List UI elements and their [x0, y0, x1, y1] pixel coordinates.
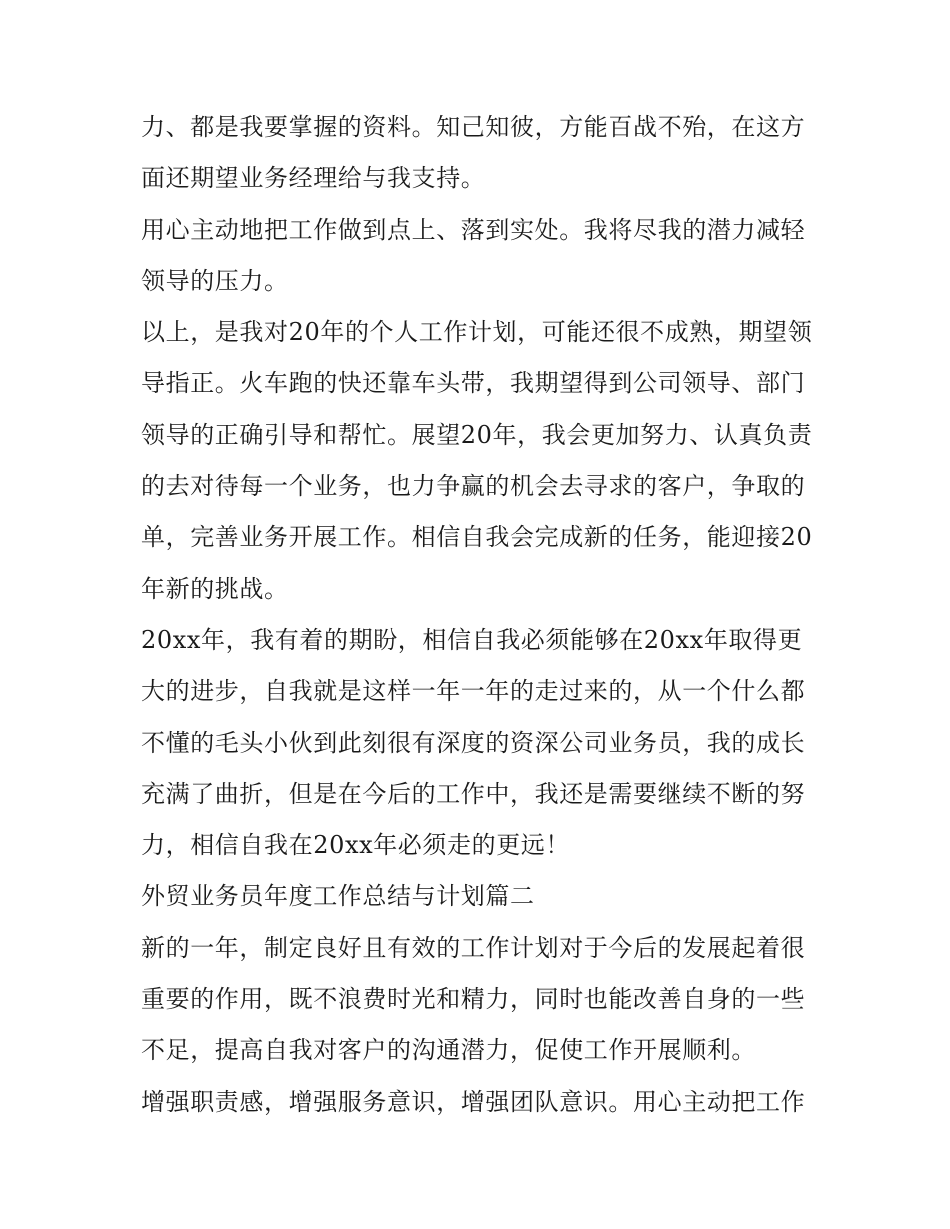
- paragraph: 以上，是我对20年的个人工作计划，可能还很不成熟，期望领导指正。火车跑的快还靠车头带，我期望得到公司领导、部门领导的正确引导和帮忙。展望20年，我会更加努力、认真负责的去对待每一个业务，也力争赢的机会去寻求的客户，争取的单，完善业务开展工作。相信自我会完成新的任务，能迎接20年新的挑战。: [141, 318, 813, 603]
- paragraph: 用心主动地把工作做到点上、落到实处。我将尽我的潜力减轻领导的压力。: [141, 215, 806, 295]
- paragraph: 力、都是我要掌握的资料。知己知彼，方能百战不殆，在这方面还期望业务经理给与我支持。: [141, 113, 806, 193]
- section-heading: 外贸业务员年度工作总结与计划篇二: [141, 882, 535, 911]
- paragraph: 增强职责感，增强服务意识，增强团队意识。用心主动把工作: [141, 1087, 806, 1116]
- document-body: [141, 102, 821, 1128]
- paragraph: 20xx年，我有着的期盼，相信自我必须能够在20xx年取得更大的进步，自我就是这样一年一年的走过来的，从一个什么都不懂的毛头小伙到此刻很有深度的资深公司业务员，我的成长充满了曲折，但是在今后的工作中，我还是需要继续不断的努力，相信自我在20xx年必须走的更远！: [141, 625, 806, 860]
- paragraph: 新的一年，制定良好且有效的工作计划对于今后的发展起着很重要的作用，既不浪费时光和精力，同时也能改善自身的一些不足，提高自我对客户的沟通潜力，促使工作开展顺利。: [141, 933, 806, 1065]
